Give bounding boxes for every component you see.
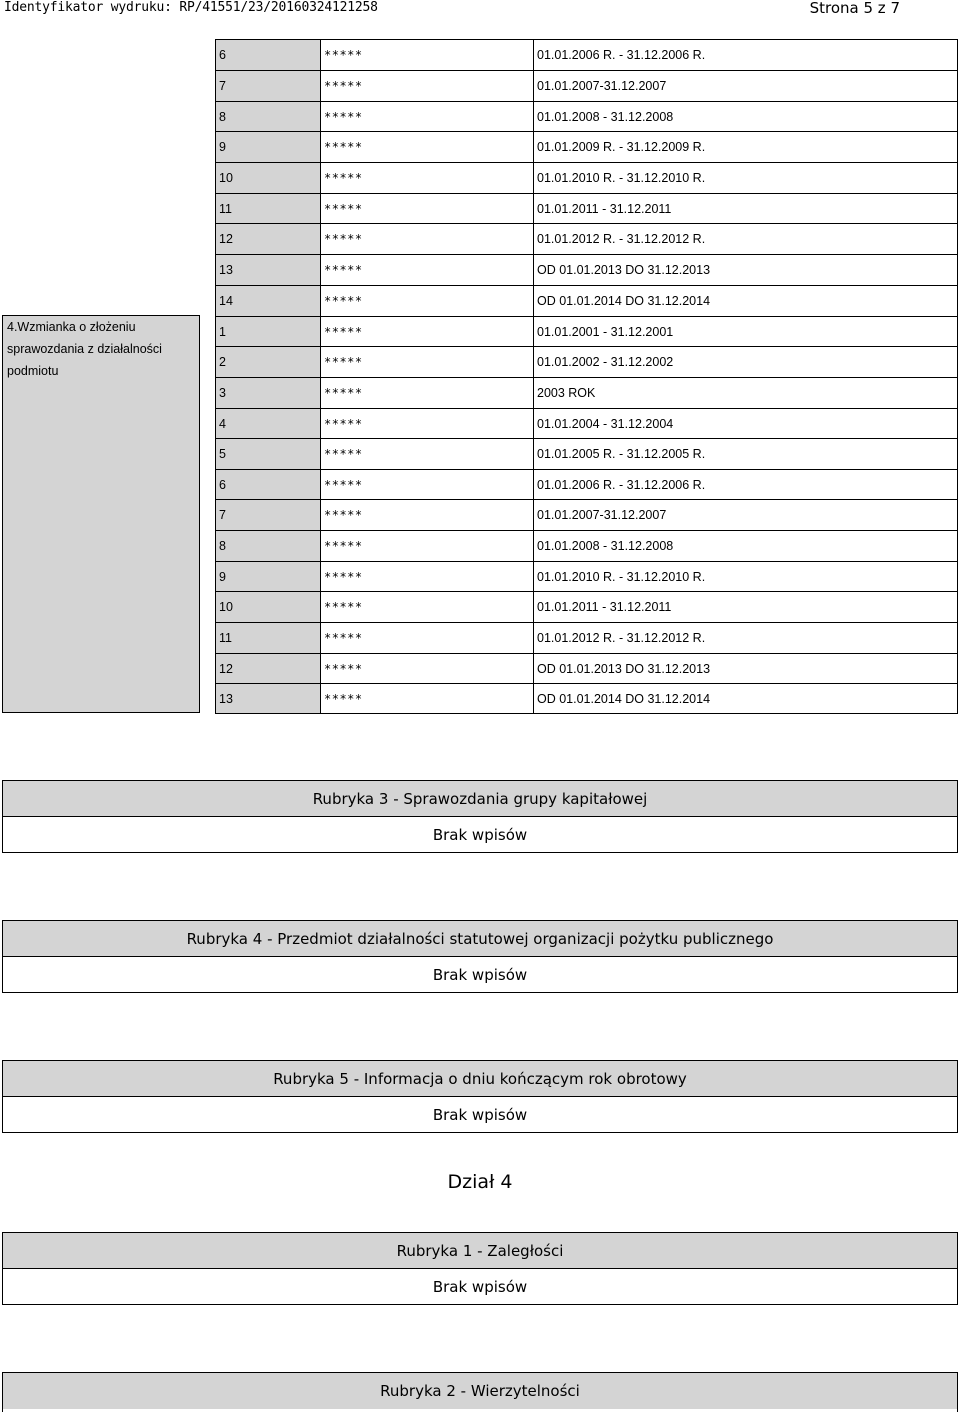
table-cell-stars: ***** — [320, 101, 534, 132]
table-cell-date: 01.01.2005 R. - 31.12.2005 R. — [533, 438, 958, 470]
rubryka-3-body: Brak wpisów — [432, 825, 528, 844]
table-cell-num: 10 — [215, 591, 321, 623]
table-cell-stars: ***** — [320, 70, 534, 102]
table-cell-stars: ***** — [320, 377, 534, 409]
table-cell-stars: ***** — [320, 193, 534, 224]
table-cell-stars: ***** — [320, 408, 534, 439]
table-cell-date: 01.01.2012 R. - 31.12.2012 R. — [533, 622, 958, 654]
table-cell-date: 01.01.2012 R. - 31.12.2012 R. — [533, 223, 958, 255]
table-cell-date: OD 01.01.2013 DO 31.12.2013 — [533, 653, 958, 684]
table-cell-num: 7 — [215, 70, 321, 102]
table-cell-stars: ***** — [320, 254, 534, 286]
table-cell-num: 12 — [215, 223, 321, 255]
table-cell-num: 12 — [215, 653, 321, 684]
table-cell-stars: ***** — [320, 285, 534, 317]
table-cell-stars: ***** — [320, 653, 534, 684]
table-cell-stars: ***** — [320, 499, 534, 531]
table-cell-date: OD 01.01.2013 DO 31.12.2013 — [533, 254, 958, 286]
rubryka-5-title: Rubryka 5 - Informacja o dniu kończącym rok obrotowy — [3, 1061, 957, 1097]
table-cell-date: 01.01.2008 - 31.12.2008 — [533, 101, 958, 132]
table-cell-date: OD 01.01.2014 DO 31.12.2014 — [533, 683, 958, 714]
table-cell-date: OD 01.01.2014 DO 31.12.2014 — [533, 285, 958, 317]
table-cell-stars: ***** — [320, 223, 534, 255]
table-cell-num: 6 — [215, 39, 321, 71]
table-cell-num: 13 — [215, 683, 321, 714]
table-cell-date: 01.01.2010 R. - 31.12.2010 R. — [533, 162, 958, 194]
table-cell-stars: ***** — [320, 469, 534, 500]
table-cell-stars: ***** — [320, 683, 534, 714]
table-cell-date: 01.01.2006 R. - 31.12.2006 R. — [533, 469, 958, 500]
print-identifier: Identyfikator wydruku: RP/41551/23/20160324121258 — [4, 0, 378, 15]
table-cell-num: 11 — [215, 193, 321, 224]
table-cell-stars: ***** — [320, 622, 534, 654]
table-cell-date: 01.01.2001 - 31.12.2001 — [533, 316, 958, 347]
table-cell-date: 01.01.2011 - 31.12.2011 — [533, 591, 958, 623]
rubryka-4-box — [2, 920, 958, 993]
table-cell-stars: ***** — [320, 39, 534, 71]
table-cell-date: 01.01.2009 R. - 31.12.2009 R. — [533, 131, 958, 163]
table-cell-date: 01.01.2007-31.12.2007 — [533, 499, 958, 531]
table-cell-date: 01.01.2004 - 31.12.2004 — [533, 408, 958, 439]
rubryka-5-box — [2, 1060, 958, 1133]
dzial-4-rubryka-1-title: Rubryka 1 - Zaległości — [3, 1233, 957, 1269]
page-number: Strona 5 z 7 — [809, 0, 900, 17]
table-cell-num: 7 — [215, 499, 321, 531]
table-cell-num: 2 — [215, 346, 321, 378]
table-cell-stars: ***** — [320, 530, 534, 562]
table-cell-num: 5 — [215, 438, 321, 470]
table-cell-num: 6 — [215, 469, 321, 500]
table-cell-stars: ***** — [320, 131, 534, 163]
table-cell-num: 13 — [215, 254, 321, 286]
table-cell-date: 01.01.2010 R. - 31.12.2010 R. — [533, 561, 958, 592]
table-cell-num: 9 — [215, 131, 321, 163]
table-cell-stars: ***** — [320, 438, 534, 470]
table-cell-num: 14 — [215, 285, 321, 317]
table-cell-num: 11 — [215, 622, 321, 654]
table-cell-num: 8 — [215, 101, 321, 132]
rubryka-5-body: Brak wpisów — [432, 1105, 528, 1124]
dzial-4-rubryka-1-body: Brak wpisów — [432, 1277, 528, 1296]
dzial-4-rubryka-2-title: Rubryka 2 - Wierzytelności — [3, 1373, 957, 1409]
table-cell-stars: ***** — [320, 591, 534, 623]
dzial-4-rubryka-2-box — [2, 1372, 958, 1412]
dzial-4-rubryka-1-box — [2, 1232, 958, 1305]
table-cell-num: 4 — [215, 408, 321, 439]
rubryka-3-title: Rubryka 3 - Sprawozdania grupy kapitałowej — [3, 781, 957, 817]
table-cell-date: 2003 ROK — [533, 377, 958, 409]
section-label-cell: 4.Wzmianka o złożeniu sprawozdania z działalności podmiotu — [2, 315, 200, 713]
table-cell-num: 1 — [215, 316, 321, 347]
table-cell-date: 01.01.2008 - 31.12.2008 — [533, 530, 958, 562]
table-cell-stars: ***** — [320, 316, 534, 347]
rubryka-4-body: Brak wpisów — [432, 965, 528, 984]
table-cell-num: 3 — [215, 377, 321, 409]
table-cell-stars: ***** — [320, 162, 534, 194]
table-cell-stars: ***** — [320, 346, 534, 378]
rubryka-3-box — [2, 780, 958, 853]
table-cell-num: 9 — [215, 561, 321, 592]
table-cell-date: 01.01.2007-31.12.2007 — [533, 70, 958, 102]
table-cell-num: 10 — [215, 162, 321, 194]
table-cell-stars: ***** — [320, 561, 534, 592]
table-cell-num: 8 — [215, 530, 321, 562]
table-cell-date: 01.01.2002 - 31.12.2002 — [533, 346, 958, 378]
rubryka-4-title: Rubryka 4 - Przedmiot działalności statutowej organizacji pożytku publicznego — [3, 921, 957, 957]
table-cell-date: 01.01.2006 R. - 31.12.2006 R. — [533, 39, 958, 71]
table-cell-date: 01.01.2011 - 31.12.2011 — [533, 193, 958, 224]
dzial-4-heading: Dział 4 — [447, 1171, 513, 1193]
